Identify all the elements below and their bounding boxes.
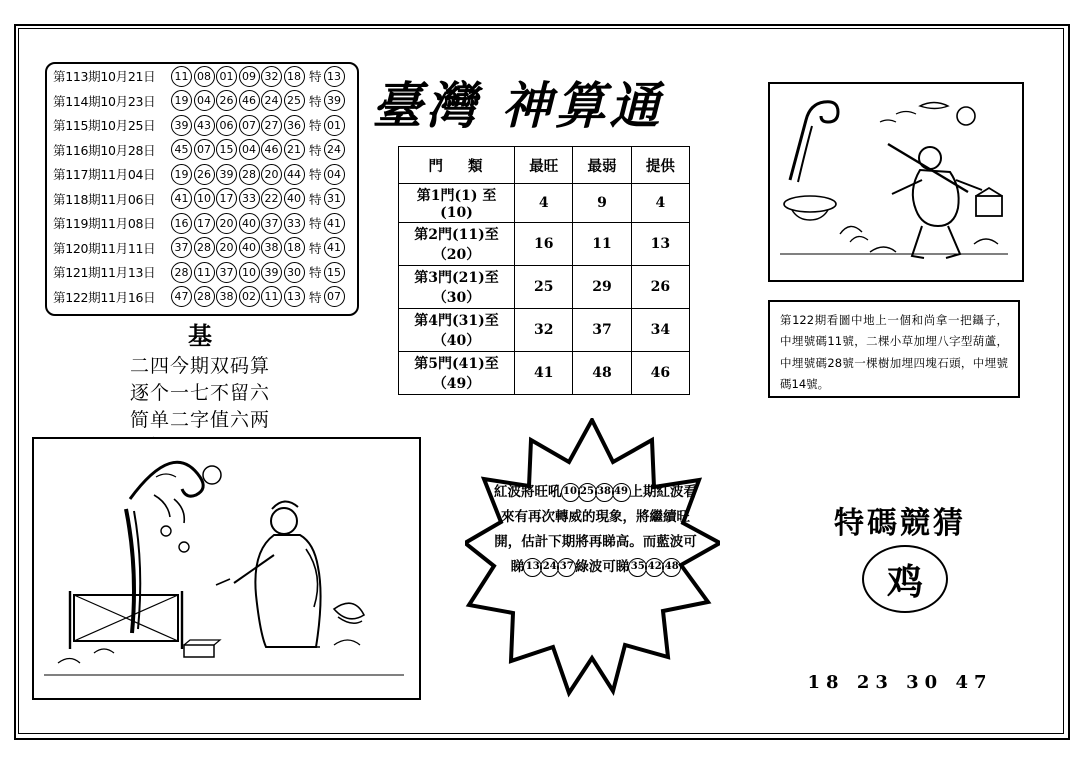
starburst-ball: 42 <box>645 558 664 577</box>
draw-ball: 26 <box>216 90 237 111</box>
draw-ball: 40 <box>284 188 305 209</box>
draw-ball: 30 <box>284 262 305 283</box>
draw-ball: 10 <box>239 262 260 283</box>
page-title <box>372 66 722 146</box>
special-label: 特 <box>309 69 322 85</box>
starburst-callout <box>465 418 720 703</box>
verse-line: 简单二字值六两 <box>129 408 270 431</box>
starburst-text-run: 綠波可睇 <box>575 558 630 575</box>
draw-ball: 36 <box>284 115 305 136</box>
draw-ball: 09 <box>239 66 260 87</box>
draw-ball: 07 <box>194 139 215 160</box>
draw-ball: 02 <box>239 286 260 307</box>
draw-ball: 46 <box>239 90 260 111</box>
draw-ball: 06 <box>216 115 237 136</box>
draw-ball: 22 <box>261 188 282 209</box>
gate-offer: 4 <box>631 184 689 223</box>
special-guess-title: 特碼競猜 <box>834 506 966 541</box>
draw-ball: 21 <box>284 139 305 160</box>
gate-cold: 37 <box>573 309 631 352</box>
draw-row <box>47 211 357 236</box>
table-row <box>399 309 690 352</box>
draw-ball: 44 <box>284 164 305 185</box>
gate-hot: 41 <box>515 352 573 395</box>
starburst-text <box>493 480 698 580</box>
draw-row <box>47 260 357 285</box>
special-label: 特 <box>309 118 322 134</box>
draw-results-panel <box>45 62 359 316</box>
draw-ball: 39 <box>171 115 192 136</box>
special-ball: 15 <box>324 262 345 283</box>
draw-ball: 43 <box>194 115 215 136</box>
header-hottest: 最旺 <box>515 147 573 184</box>
draw-ball: 18 <box>284 66 305 87</box>
zodiac-badge: 鸡 <box>862 545 948 613</box>
draw-ball: 40 <box>239 237 260 258</box>
starburst-ball: 24 <box>540 558 559 577</box>
draw-date: 第115期10月25日 <box>53 118 156 134</box>
monk-illustration <box>768 82 1024 282</box>
gate-offer: 34 <box>631 309 689 352</box>
draw-ball: 08 <box>194 66 215 87</box>
draw-ball: 11 <box>171 66 192 87</box>
draw-ball: 10 <box>194 188 215 209</box>
lucky-numbers: 18 23 30 47 <box>807 672 993 693</box>
draw-ball: 41 <box>171 188 192 209</box>
draw-row <box>47 138 357 163</box>
gate-label: 第4門(31)至（40） <box>399 309 515 352</box>
special-ball: 24 <box>324 139 345 160</box>
picture-caption: 第122期看圖中地上一個和尚拿一把鑷子，中埋號碼11號，二棵小草加埋八字型葫蘆，中埋號碼28號一棵樹加埋四塊石頭，中埋號碼14號。 <box>768 300 1020 398</box>
draw-ball: 16 <box>171 213 192 234</box>
draw-ball: 13 <box>284 286 305 307</box>
special-label: 特 <box>309 167 322 183</box>
gate-label: 第1門(1) 至 (10) <box>399 184 515 223</box>
draw-ball: 17 <box>194 213 215 234</box>
special-label: 特 <box>309 265 322 281</box>
starburst-ball: 38 <box>595 483 614 502</box>
draw-row <box>47 64 357 89</box>
gate-label: 第2門(11)至（20） <box>399 223 515 266</box>
draw-ball: 45 <box>171 139 192 160</box>
draw-row <box>47 113 357 138</box>
gate-hot: 16 <box>515 223 573 266</box>
gate-cold: 11 <box>573 223 631 266</box>
gate-cold: 48 <box>573 352 631 395</box>
starburst-ball: 48 <box>662 558 681 577</box>
draw-ball: 07 <box>239 115 260 136</box>
draw-ball: 37 <box>261 213 282 234</box>
draw-ball: 25 <box>284 90 305 111</box>
scholar-illustration-svg <box>34 439 415 694</box>
draw-date: 第119期11月08日 <box>53 216 156 232</box>
special-label: 特 <box>309 142 322 158</box>
gate-offer: 26 <box>631 266 689 309</box>
special-ball: 13 <box>324 66 345 87</box>
draw-ball: 17 <box>216 188 237 209</box>
special-ball: 07 <box>324 286 345 307</box>
draw-ball: 38 <box>261 237 282 258</box>
starburst-text-run: 上期紅波看來有再次轉威的現象，將繼續旺開，估計下期將再睇高。而藍波可睇 <box>494 484 697 575</box>
special-label: 特 <box>309 289 322 305</box>
starburst-text-run: 紅波將旺吼 <box>494 484 562 500</box>
starburst-ball: 49 <box>612 483 631 502</box>
page-title-text: 臺灣 神算通 <box>372 76 664 135</box>
draw-ball: 20 <box>216 213 237 234</box>
draw-ball: 28 <box>194 237 215 258</box>
draw-ball: 37 <box>171 237 192 258</box>
draw-ball: 11 <box>261 286 282 307</box>
gate-offer: 13 <box>631 223 689 266</box>
gate-cold: 29 <box>573 266 631 309</box>
draw-row <box>47 162 357 187</box>
table-row <box>399 352 690 395</box>
starburst-ball: 25 <box>578 483 597 502</box>
gate-hot: 25 <box>515 266 573 309</box>
draw-date: 第114期10月23日 <box>53 93 156 109</box>
draw-ball: 46 <box>261 139 282 160</box>
starburst-ball: 35 <box>628 558 647 577</box>
table-header-row <box>399 147 690 184</box>
gate-label: 第3門(21)至（30） <box>399 266 515 309</box>
draw-ball: 38 <box>216 286 237 307</box>
draw-ball: 39 <box>216 164 237 185</box>
draw-ball: 47 <box>171 286 192 307</box>
special-ball: 31 <box>324 188 345 209</box>
draw-date: 第121期11月13日 <box>53 265 156 281</box>
table-row <box>399 223 690 266</box>
table-row <box>399 266 690 309</box>
draw-ball: 40 <box>239 213 260 234</box>
draw-ball: 33 <box>239 188 260 209</box>
draw-ball: 04 <box>194 90 215 111</box>
draw-date: 第117期11月04日 <box>53 167 156 183</box>
verse-line: 逐个一七不留六 <box>129 381 270 404</box>
gate-cold: 9 <box>573 184 631 223</box>
header-offer: 提供 <box>631 147 689 184</box>
special-ball: 04 <box>324 164 345 185</box>
draw-ball: 19 <box>171 164 192 185</box>
draw-ball: 26 <box>194 164 215 185</box>
draw-ball: 27 <box>261 115 282 136</box>
draw-row <box>47 89 357 114</box>
verse-line: 二四今期双码算 <box>129 355 270 377</box>
draw-row <box>47 187 357 212</box>
draw-date: 第118期11月06日 <box>53 191 156 207</box>
draw-ball: 04 <box>239 139 260 160</box>
special-ball: 41 <box>324 213 345 234</box>
draw-ball: 19 <box>171 90 192 111</box>
draw-ball: 20 <box>261 164 282 185</box>
gate-statistics-table <box>398 146 690 395</box>
special-label: 特 <box>309 93 322 109</box>
draw-date: 第120期11月11日 <box>53 240 156 256</box>
draw-date: 第122期11月16日 <box>53 289 156 305</box>
gate-hot: 32 <box>515 309 573 352</box>
draw-ball: 39 <box>261 262 282 283</box>
draw-ball: 32 <box>261 66 282 87</box>
draw-row <box>47 236 357 261</box>
table-row <box>399 184 690 223</box>
header-category: 門 類 <box>399 147 515 184</box>
draw-date: 第113期10月21日 <box>53 69 156 85</box>
starburst-ball: 37 <box>557 558 576 577</box>
gate-hot: 4 <box>515 184 573 223</box>
draw-ball: 28 <box>171 262 192 283</box>
starburst-ball: 13 <box>523 558 542 577</box>
draw-date: 第116期10月28日 <box>53 142 156 158</box>
draw-ball: 11 <box>194 262 215 283</box>
special-label: 特 <box>309 216 322 232</box>
draw-ball: 28 <box>194 286 215 307</box>
draw-ball: 15 <box>216 139 237 160</box>
special-label: 特 <box>309 240 322 256</box>
scholar-illustration <box>32 437 421 700</box>
special-label: 特 <box>309 191 322 207</box>
draw-ball: 18 <box>284 237 305 258</box>
draw-ball: 20 <box>216 237 237 258</box>
draw-ball: 01 <box>216 66 237 87</box>
draw-row <box>47 285 357 310</box>
special-ball: 39 <box>324 90 345 111</box>
gate-offer: 46 <box>631 352 689 395</box>
draw-ball: 37 <box>216 262 237 283</box>
header-coldest: 最弱 <box>573 147 631 184</box>
monk-illustration-svg <box>770 84 1018 276</box>
draw-ball: 28 <box>239 164 260 185</box>
special-ball: 01 <box>324 115 345 136</box>
draw-ball: 24 <box>261 90 282 111</box>
draw-ball: 33 <box>284 213 305 234</box>
starburst-ball: 10 <box>561 483 580 502</box>
gate-label: 第5門(41)至（49） <box>399 352 515 395</box>
special-ball: 41 <box>324 237 345 258</box>
verse-title: 基 <box>188 321 212 350</box>
